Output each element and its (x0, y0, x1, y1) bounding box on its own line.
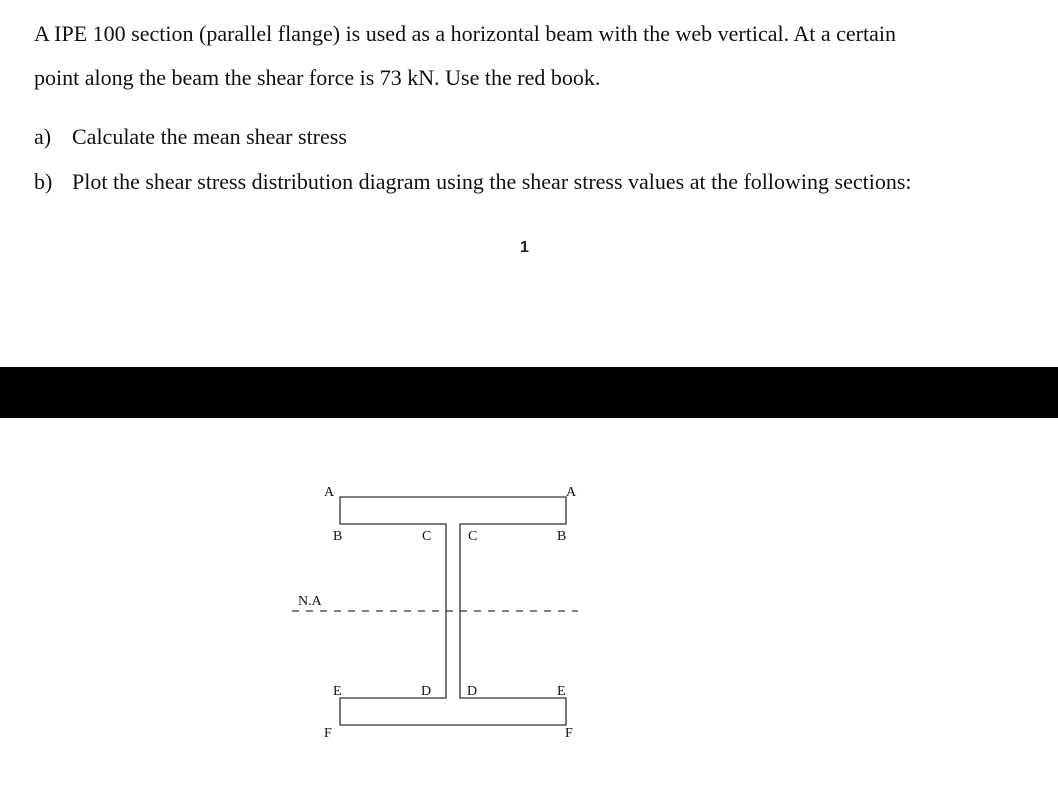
task-b-text: Plot the shear stress distribution diagram using the shear stress values at the following sections: (72, 169, 912, 194)
page-number: 1 (520, 239, 529, 256)
problem-line-1: A IPE 100 section (parallel flange) is used as a horizontal beam with the web vertical. At a certain (34, 21, 896, 46)
task-b-marker: b) (34, 169, 53, 194)
neutral-axis-label: N.A (298, 594, 322, 609)
label-a-left: A (324, 485, 335, 500)
problem-line-2: point along the beam the shear force is 73 kN. Use the red book. (34, 65, 601, 90)
label-e-left: E (333, 684, 342, 699)
label-b-left: B (333, 529, 343, 544)
label-f-left: F (324, 726, 332, 741)
task-a-marker: a) (34, 124, 52, 149)
task-a-text: Calculate the mean shear stress (72, 124, 347, 149)
label-a-right: A (566, 485, 577, 500)
label-b-right: B (557, 529, 567, 544)
label-e-right: E (557, 684, 566, 699)
label-d-left: D (421, 684, 432, 699)
label-c-right: C (468, 529, 478, 544)
label-c-left: C (422, 529, 432, 544)
label-d-right: D (467, 684, 478, 699)
label-f-right: F (565, 726, 573, 741)
